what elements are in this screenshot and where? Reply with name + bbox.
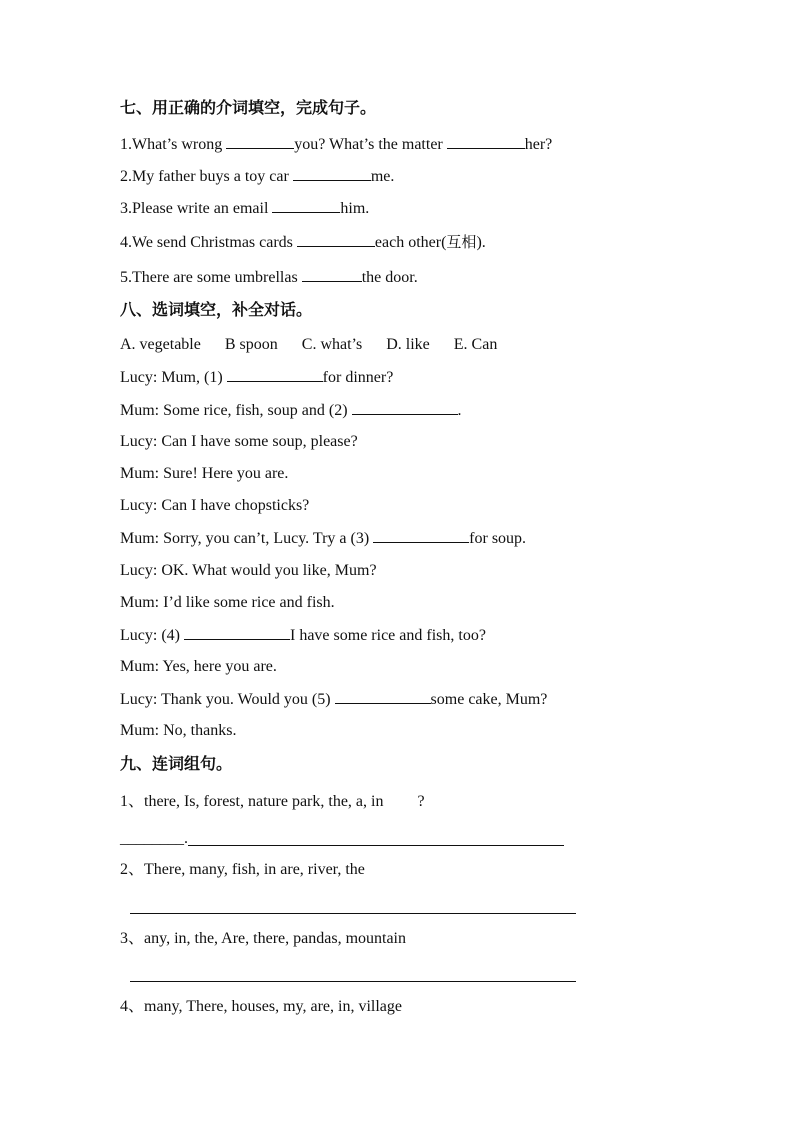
- section-8-heading: 八、选词填空，补全对话。: [120, 300, 313, 319]
- dialog-line-11-b: some cake, Mum?: [430, 691, 548, 708]
- sentence-1-part-c: her?: [524, 136, 553, 153]
- blank-4[interactable]: [297, 232, 375, 247]
- answer-line-2[interactable]: [130, 913, 576, 914]
- dialog-line-7: Lucy: OK. What would you like, Mum?: [120, 562, 377, 579]
- option-b: B spoon: [224, 336, 278, 353]
- dialog-line-9: [120, 625, 486, 646]
- blank-1b[interactable]: [447, 134, 525, 149]
- answer-line-1[interactable]: [188, 845, 564, 846]
- dialog-line-6-a: Mum: Sorry, you can’t, Lucy. Try a (3): [120, 530, 374, 547]
- dialog-line-11: [120, 689, 547, 710]
- dialog-line-9-b: I have some rice and fish, too?: [289, 627, 486, 644]
- reorder-item-1-end: ?: [417, 793, 425, 810]
- sentence-4-part-c: ).: [476, 234, 486, 251]
- blank-d5[interactable]: [335, 689, 431, 704]
- answer-prefix-1: ________.: [120, 830, 188, 847]
- blank-d4[interactable]: [184, 625, 290, 640]
- sentence-2-part-a: 2.My father buys a toy car: [120, 168, 293, 185]
- dialog-line-2-a: Mum: Some rice, fish, soup and (2): [120, 402, 352, 419]
- sentence-5-part-b: the door.: [361, 269, 418, 286]
- option-a: A. vegetable: [120, 336, 201, 353]
- dialog-line-3: Lucy: Can I have some soup, please?: [120, 433, 358, 450]
- option-c: C. what’s: [301, 336, 363, 353]
- sentence-3: [120, 198, 369, 219]
- dialog-line-1-b: for dinner?: [322, 369, 394, 386]
- blank-1a[interactable]: [226, 134, 294, 149]
- reorder-item-4: 4、many, There, houses, my, are, in, village: [120, 998, 403, 1015]
- dialog-line-1: [120, 367, 393, 388]
- sentence-2: [120, 166, 394, 187]
- dialog-line-8: Mum: I’d like some rice and fish.: [120, 594, 335, 611]
- dialog-line-2: [120, 400, 462, 421]
- section-7-heading: 七、用正确的介词填空，完成句子。: [120, 98, 377, 117]
- blank-d3[interactable]: [373, 528, 469, 543]
- dialog-line-1-a: Lucy: Mum, (1): [120, 369, 227, 386]
- reorder-item-2: 2、There, many, fish, in are, river, the: [120, 861, 365, 878]
- sentence-2-part-b: me.: [370, 168, 395, 185]
- option-d: D. like: [386, 336, 430, 353]
- sentence-1-part-a: 1.What’s wrong: [120, 136, 227, 153]
- blank-5[interactable]: [302, 267, 362, 282]
- dialog-line-6: [120, 528, 526, 549]
- section-9-heading: 九、连词组句。: [120, 754, 233, 773]
- reorder-item-1-text: 1、there, Is, forest, nature park, the, a, in: [120, 793, 384, 810]
- answer-line-3[interactable]: [130, 981, 576, 982]
- reorder-item-3: 3、any, in, the, Are, there, pandas, mountain: [120, 930, 407, 947]
- options-row: [120, 335, 497, 355]
- option-e: E. Can: [453, 336, 498, 353]
- sentence-5-part-a: 5.There are some umbrellas: [120, 269, 302, 286]
- dialog-line-4: Mum: Sure! Here you are.: [120, 465, 289, 482]
- sentence-4-part-b: each other(: [374, 234, 447, 251]
- dialog-line-11-a: Lucy: Thank you. Would you (5): [120, 691, 335, 708]
- dialog-line-2-b: .: [457, 402, 462, 419]
- dialog-line-10: Mum: Yes, here you are.: [120, 658, 277, 675]
- dialog-line-5: Lucy: Can I have chopsticks?: [120, 497, 310, 514]
- sentence-3-part-b: him.: [340, 200, 370, 217]
- sentence-5: [120, 267, 418, 288]
- sentence-4-part-a: 4.We send Christmas cards: [120, 234, 297, 251]
- dialog-line-6-b: for soup.: [469, 530, 527, 547]
- reorder-item-1: [120, 792, 425, 812]
- blank-2[interactable]: [293, 166, 371, 181]
- dialog-line-9-a: Lucy: (4): [120, 627, 184, 644]
- blank-d2[interactable]: [352, 400, 458, 415]
- blank-3[interactable]: [272, 198, 340, 213]
- sentence-4-cjk: 互相: [446, 233, 477, 251]
- sentence-3-part-a: 3.Please write an email: [120, 200, 273, 217]
- dialog-line-12: Mum: No, thanks.: [120, 722, 237, 739]
- sentence-1: [120, 134, 552, 155]
- sentence-4: [120, 232, 486, 253]
- sentence-1-part-b: you? What’s the matter: [294, 136, 447, 153]
- blank-d1[interactable]: [227, 367, 323, 382]
